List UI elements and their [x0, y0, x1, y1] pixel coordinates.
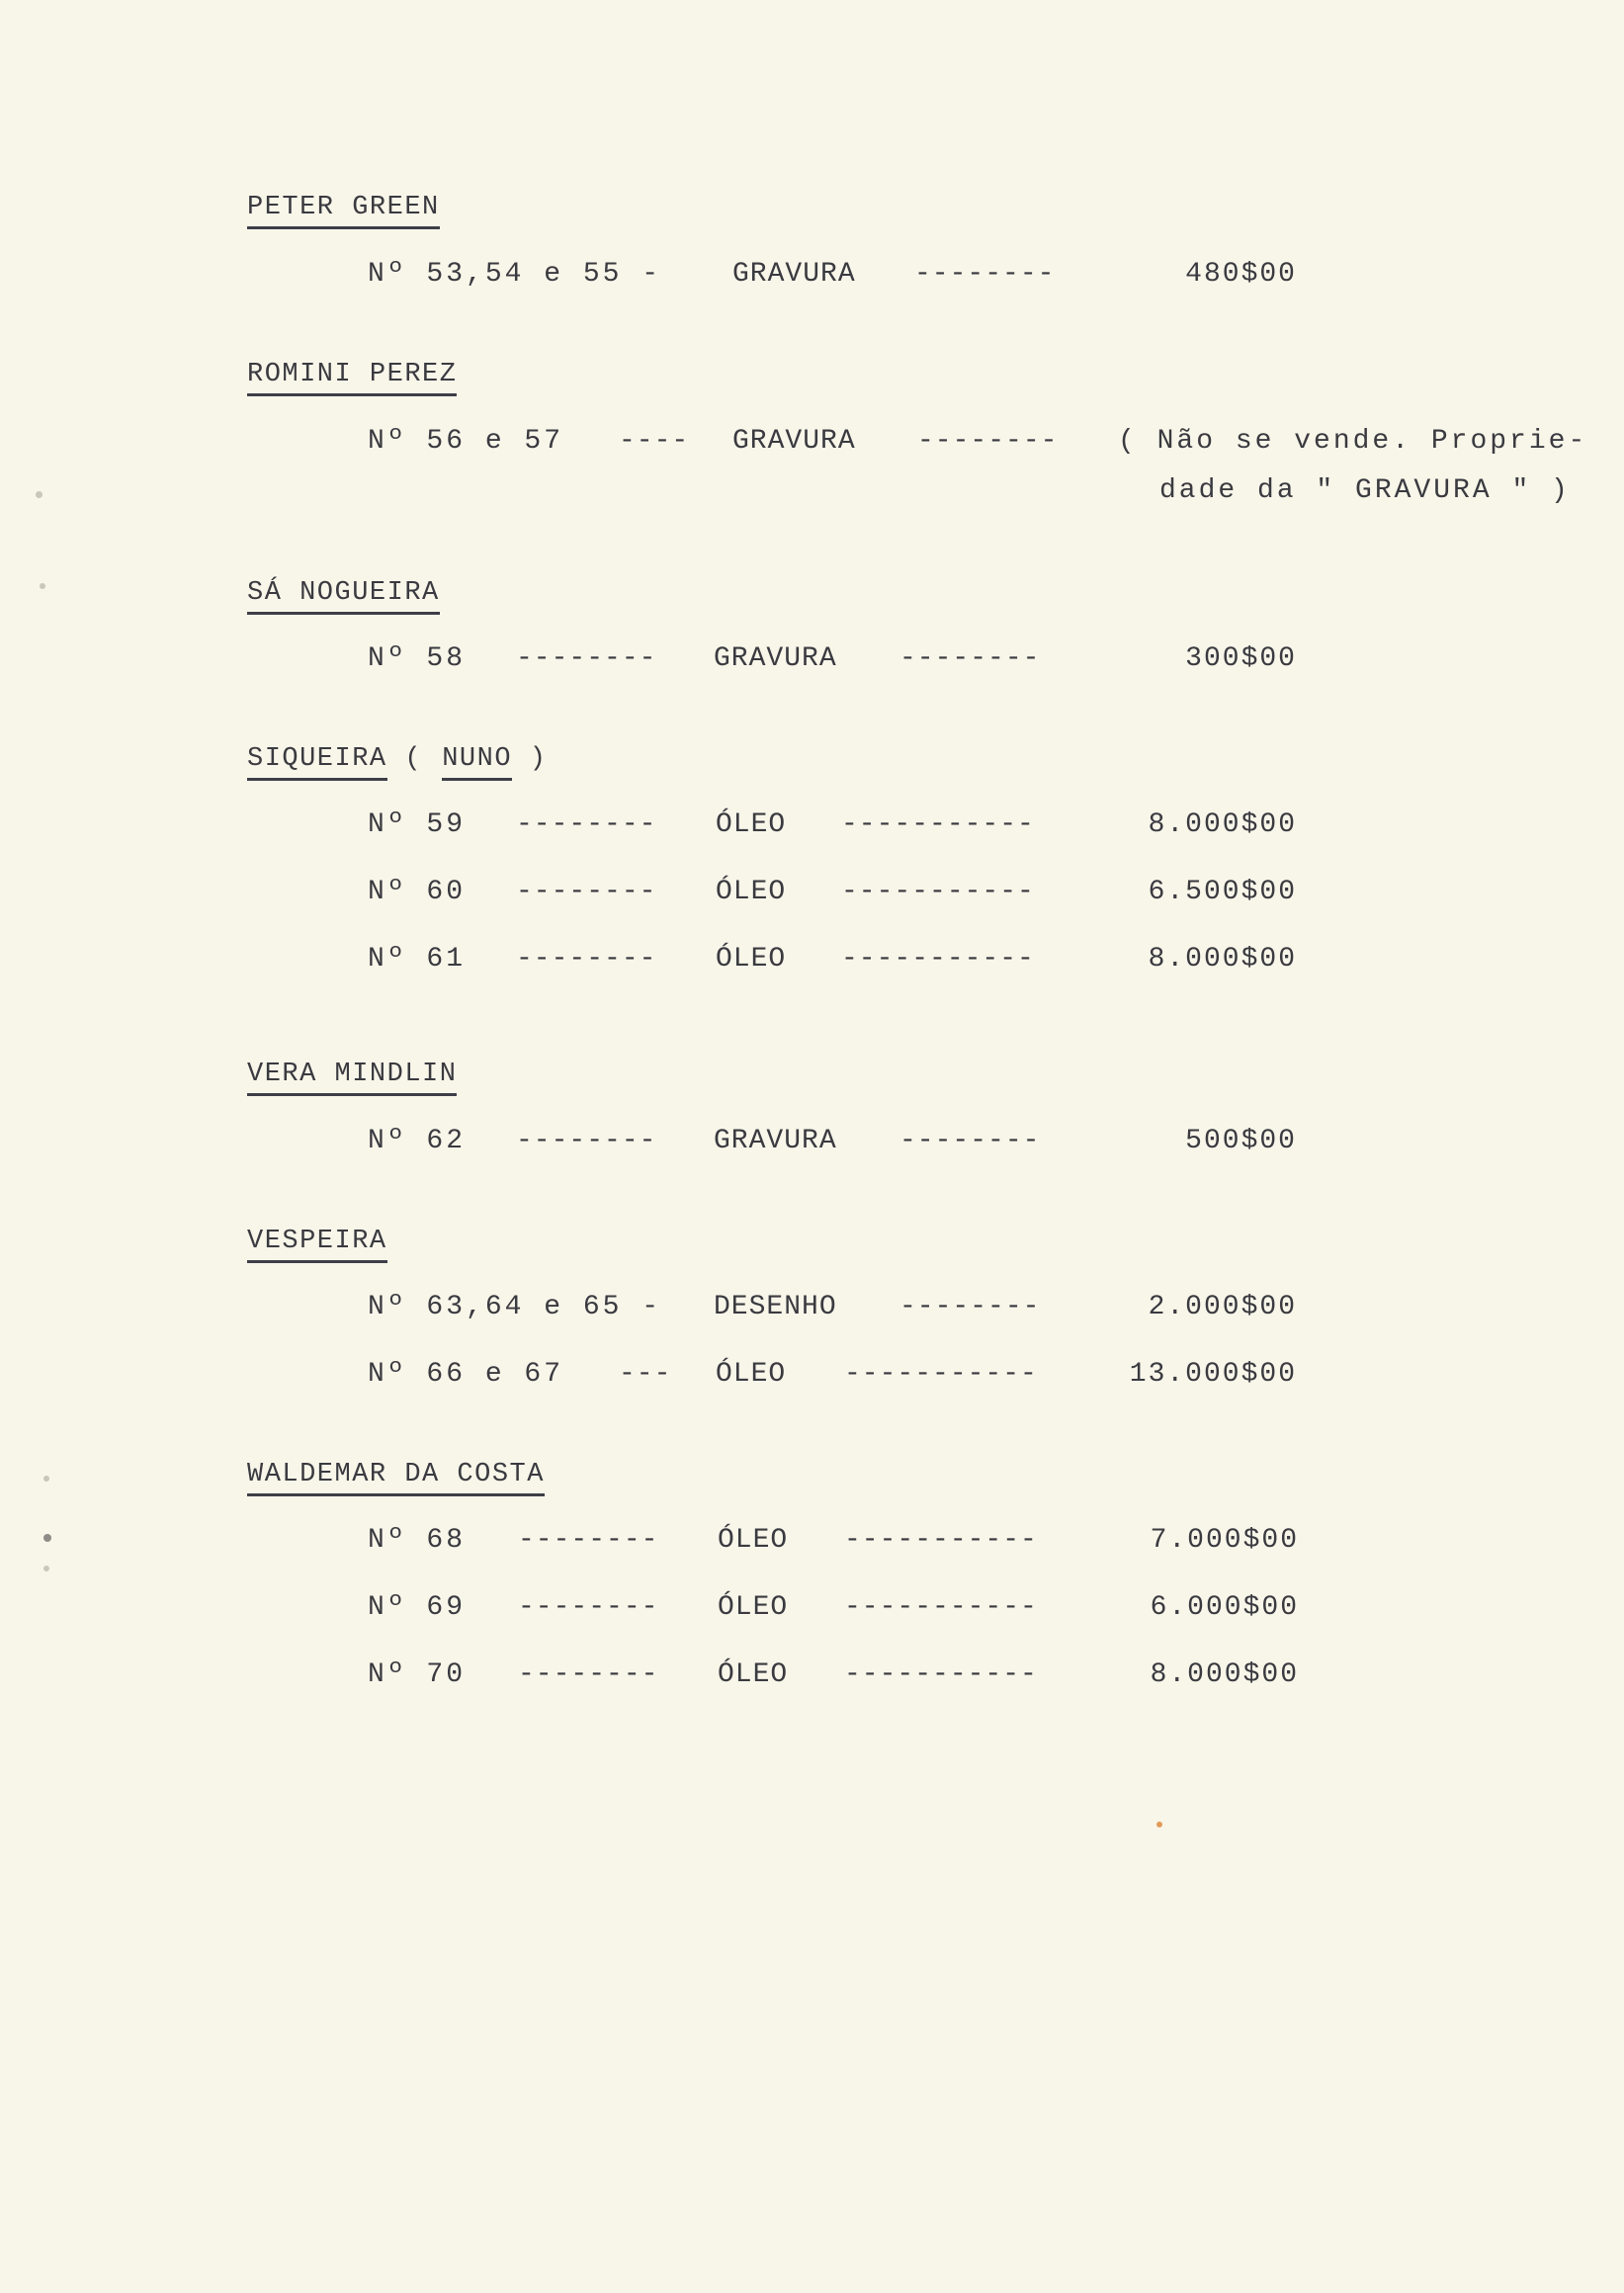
catalog-number: Nº 69: [368, 1592, 467, 1623]
catalog-number: Nº 62: [368, 1126, 467, 1156]
leader-dashes: --------: [516, 944, 657, 975]
leader-dashes: --------: [917, 426, 1059, 457]
leader-dashes: --------: [899, 1126, 1041, 1156]
catalog-number: Nº 53,54 e 55 -: [368, 259, 662, 290]
catalog-row: [0, 940, 1624, 979]
catalog-number: Nº 68: [368, 1525, 467, 1556]
leader-dashes: --------: [516, 1126, 657, 1156]
technique: ÓLEO: [718, 1592, 789, 1623]
note-line: dade da " GRAVURA " ): [1159, 475, 1571, 506]
leader-dashes: --------: [899, 1292, 1041, 1322]
leader-dashes: --------: [516, 643, 657, 674]
catalog-row: [0, 639, 1624, 679]
price: 480$00: [1185, 259, 1297, 290]
technique: ÓLEO: [716, 1359, 787, 1390]
price: 13.000$00: [1129, 1359, 1297, 1390]
technique: ÓLEO: [716, 944, 787, 975]
catalog-row: [0, 255, 1624, 295]
price: 6.000$00: [1150, 1592, 1299, 1623]
catalog-number: Nº 59: [368, 809, 467, 840]
leader-dashes: ---: [619, 1359, 672, 1390]
price: 8.000$00: [1150, 1659, 1299, 1690]
artist-name: VESPEIRA: [247, 1227, 387, 1263]
leader-dashes: -----------: [841, 944, 1035, 975]
paren-open: (: [404, 744, 425, 774]
artist-name: SÁ NOGUEIRA: [247, 578, 440, 615]
catalog-number: Nº 66 e 67: [368, 1359, 564, 1390]
paper-speck: [43, 1476, 49, 1482]
artist-name: PETER GREEN: [247, 193, 440, 229]
paper-speck: [36, 491, 43, 498]
artist-name: VERA MINDLIN: [247, 1060, 457, 1096]
catalog-number: Nº 58: [368, 643, 467, 674]
technique: ÓLEO: [716, 809, 787, 840]
artist-name: [247, 744, 550, 778]
artist-name: ROMINI PEREZ: [247, 360, 457, 396]
paper-speck: [40, 583, 45, 589]
leader-dashes: --------: [518, 1659, 659, 1690]
leader-dashes: -----------: [844, 1659, 1038, 1690]
catalog-row: [0, 1288, 1624, 1327]
paper-speck: [43, 1566, 49, 1571]
price: 8.000$00: [1148, 944, 1297, 975]
catalog-number: Nº 61: [368, 944, 467, 975]
technique: ÓLEO: [718, 1659, 789, 1690]
leader-dashes: --------: [914, 259, 1056, 290]
price: 2.000$00: [1148, 1292, 1297, 1322]
catalog-number: Nº 56 e 57: [368, 426, 564, 457]
artist-name: WALDEMAR DA COSTA: [247, 1460, 545, 1496]
catalog-number: Nº 70: [368, 1659, 467, 1690]
catalog-row: [0, 1588, 1624, 1628]
catalog-row: [0, 1122, 1624, 1161]
price: 500$00: [1185, 1126, 1297, 1156]
technique: ÓLEO: [718, 1525, 789, 1556]
note-line: ( Não se vende. Proprie-: [1118, 426, 1588, 457]
technique: DESENHO: [714, 1292, 837, 1322]
leader-dashes: -----------: [844, 1359, 1038, 1390]
catalog-number: Nº 63,64 e 65 -: [368, 1292, 662, 1322]
technique: ÓLEO: [716, 877, 787, 907]
price: 8.000$00: [1148, 809, 1297, 840]
paren-close: ): [529, 744, 550, 774]
catalog-row: [0, 806, 1624, 845]
catalog-row: [0, 1656, 1624, 1695]
catalog-row: [0, 873, 1624, 912]
catalog-row: [0, 1521, 1624, 1561]
leader-dashes: -----------: [844, 1592, 1038, 1623]
paper-speck: [1156, 1822, 1162, 1827]
technique: GRAVURA: [714, 1126, 837, 1156]
price: 6.500$00: [1148, 877, 1297, 907]
artist-surname: SIQUEIRA: [247, 744, 387, 781]
leader-dashes: --------: [899, 643, 1041, 674]
catalog-row: [0, 1355, 1624, 1395]
catalog-number: Nº 60: [368, 877, 467, 907]
leader-dashes: ----: [619, 426, 690, 457]
technique: GRAVURA: [714, 643, 837, 674]
artist-given-name: NUNO: [442, 744, 512, 781]
price: 300$00: [1185, 643, 1297, 674]
leader-dashes: --------: [516, 809, 657, 840]
technique: GRAVURA: [732, 426, 856, 457]
leader-dashes: --------: [518, 1525, 659, 1556]
technique: GRAVURA: [732, 259, 856, 290]
leader-dashes: -----------: [844, 1525, 1038, 1556]
leader-dashes: --------: [518, 1592, 659, 1623]
leader-dashes: -----------: [841, 809, 1035, 840]
leader-dashes: --------: [516, 877, 657, 907]
price: 7.000$00: [1150, 1525, 1299, 1556]
leader-dashes: -----------: [841, 877, 1035, 907]
